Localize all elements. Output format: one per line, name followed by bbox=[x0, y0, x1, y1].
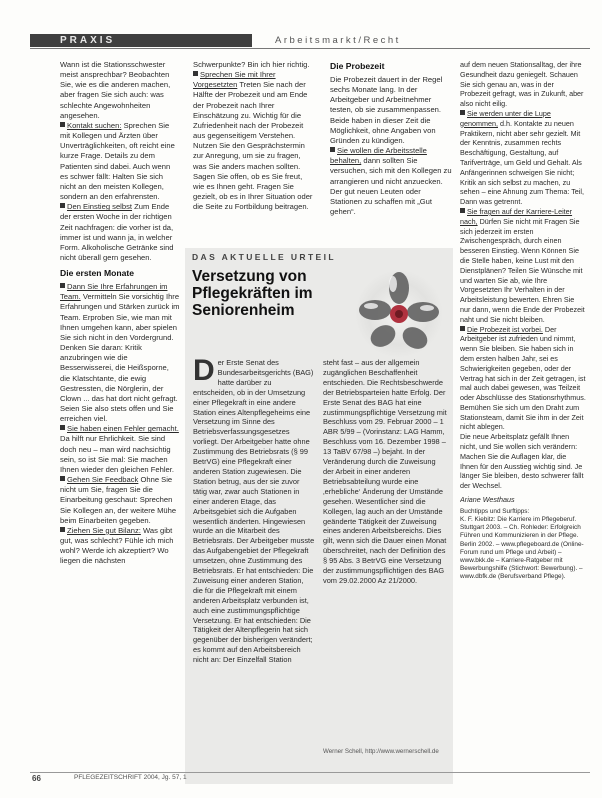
list-item bbox=[60, 526, 180, 567]
literature-heading: Buchtipps und Surftipps: bbox=[460, 507, 530, 515]
bullet-square-icon bbox=[460, 208, 465, 213]
paragraph: Schwerpunkte? Bin ich hier richtig. bbox=[193, 60, 310, 69]
paragraph: Die Probezeit dauert in der Regel sechs Monate lang. In der Arbeitgeber und Arbeitnehmer testen, ob sie zusammenpassen. Beide haben in dieser Zeit die Möglichkeit, ohne Angaben von Gründen zu kündigen. bbox=[330, 75, 443, 145]
topic-title: Arbeitsmarkt/Recht bbox=[275, 35, 401, 46]
list-item-text: Zum Ende der ersten Woche in der richtigen Zeit nachfragen: die vorher ist da, immer ist und wann ja, in welcher Form. Alkoholische Getränke sind nicht überall gern gesehen. bbox=[60, 202, 174, 262]
column-3 bbox=[330, 60, 452, 240]
list-item bbox=[60, 202, 180, 263]
list-item-lead: Sie haben einen Fehler gemacht. bbox=[67, 424, 179, 434]
bullet-square-icon bbox=[60, 283, 65, 288]
column-2 bbox=[193, 60, 315, 240]
bullet-square-icon bbox=[193, 71, 198, 76]
list-item-lead: Sie werden unter die Lupe genommen, bbox=[460, 108, 551, 128]
list-item bbox=[460, 325, 586, 433]
list-item-text: dann sollten Sie versuchen, sich mit den Kollegen zu arrangieren und nicht anzuecken. Der gut neuen Leuten oder Stationen zu schaffen mit „Gut gehen“. bbox=[330, 156, 452, 217]
paragraph: auf dem neuen Stationsalltag, der ihre Gesundheit dazu geniegelt. Schauen Sie sich genau an, was in der Probezeit gefragt, was in Zukunft, aber also nicht eilig. bbox=[460, 60, 584, 109]
bullet-square-icon bbox=[460, 110, 465, 115]
list-item bbox=[60, 424, 180, 475]
list-item-text: Sprechen Sie mit Kollegen und Ärzten über Unverträglichkeiten, oft reicht eine kurze Frage. Details zu dem Patienten sind dabei. Auch wenn es schwer fällt: Halten Sie sich nicht an den meisten Kollegen, sondern an den erfahrensten. bbox=[60, 120, 175, 202]
byline: Werner Schell, http://www.wernerschell.de bbox=[323, 748, 439, 755]
box-text: er Erste Senat des Bundesarbeitsgerichts (BAG) hatte darüber zu entscheiden, ob in der Umsetzung einer Pflegekraft in eine andere Station eines Altenpflegeheims eine Versetzung im Sinne des Betriebsverfassungsgesetzes vorliegt. Der Arbeitgeber hatte ohne Zustimmung des Betriebsrats (§ 99 BetrVG) eine Pflegekraft einer anderen Station zugewiesen. Die Station betrug, aus der sie zuvor tätig war, zwar auch Stationen in einer anderen Etage, das Arbeitsgebiet sich die Aufgaben wesentlich änderten. Hingewiesen wurde an die Mitarbeit des Betriebsrats. Der Arbeitgeber musste das Aufgabengebiet der Pflegekraft umsetzen, ohne Zustimmung des Betriebsrats. Er hat entschieden: Die Zuweisung einer anderen Station, die für die Pflegekraft mit einem anderen Arbeitsplatz verbunden ist, auch eine zustimmungspflichtige Versetzung. Er hat entschieden: Die Tätigkeit der Altenpflegerin hat sich gegenüber der bisherigen verändert; es kommt auf den Arbeitsbereich nicht an: Der Einzelfall Station bbox=[193, 358, 315, 665]
bullet-square-icon bbox=[60, 203, 65, 208]
box-byline bbox=[323, 748, 447, 756]
literature-list: K. F. Kiebitz: Die Karriere im Pflegeberuf. Stuttgart 2003. – Ch. Rohleder: Erfolgreich Führen und Kommunizieren in der Pflege. Berlin 2002. – www.pflegeboard.de (Online-Forum rund um Pflege und Arbeit) – www.bkk.de – Karriere-Ratgeber mit Bewerbungshilfe (Stichwort: Bewerbung). – www.dbfk.de (Berufsverband Pflege). bbox=[460, 516, 584, 581]
list-item-lead: Ziehen Sie gut Bilanz: bbox=[67, 525, 141, 535]
bullet-square-icon bbox=[60, 476, 65, 481]
list-item-text: Vermitteln Sie vorsichtig Ihre Erfahrungen und Stärken zurück im Team. Erproben Sie, wie man mit Ihnen umgehen kann, aber spielen Sie sich nicht in den Vordergrund. Denken Sie daran: Kritik anzubringen wie die Besserwisserei, die Heißsporne, die Klatschtante, die ewig Gestressten, die Nörglerin, der Clown ... das hat dort nicht gefragt. Seien Sie also stets offen und Sie erreichen viel. bbox=[60, 292, 180, 424]
list-item-text: Da hilft nur Ehrlichkeit. Sie sind doch neu – man wird nachsichtig sein, so ist Sie mal: Sie machen Ihnen wieder den gleichen Fehler. bbox=[60, 434, 174, 474]
box-column-right bbox=[323, 358, 447, 703]
paragraph: Die neue Arbeitsplatz gefällt Ihnen nicht, und Sie wollen sich verändern: Machen Sie die Auflagen klar, die Ihnen für den Ausstieg wichtig sind. Je länger Sie bleiben, desto schwerer fällt der Wechsel. bbox=[460, 432, 584, 491]
bullet-square-icon bbox=[460, 326, 465, 331]
list-item bbox=[60, 282, 180, 424]
article-title: Versetzung von Pflegekräften im Seniorenheim bbox=[192, 268, 313, 319]
bullet-square-icon bbox=[60, 425, 65, 430]
box-label: DAS AKTUELLE URTEIL bbox=[192, 252, 336, 262]
box-text: steht fast – aus der allgemein zugänglichen Beschaffenheit entschieden. Die Rechtsbeschwerde der Betriebsparteien hatte Erfolg. Der Erste Senat des BAG hat eine zustimmungspflichtige Versetzung mit Beschluss vom 29. Februar 2000 – 1 ABR 5/99 – (Vorinstanz: LAG Hamm, Beschluss vom 16. Dezember 1998 – 13 TaBV 67/98 –) bejaht. In der Veränderung durch die Zuweisung der Arbeit in einer anderen Betriebsabteilung wurde eine ‚erhebliche‘ Änderung der Umstände gesehen. Wesentlicher sind die Kollegen, lag auch an der Umstände geänderte Tätigkeit der Zuweisung eines anderen Arbeitsbereichs. Dies gilt, wenn sich die Dauer einen Monat überschreitet, nach der Definition des § 95 Abs. 3 BetrVG eine Versetzung der zustimmungspflichtigen des BAG vom 29.02.2000 Az 21/2000. bbox=[323, 358, 447, 585]
list-item-lead: Kontakt suchen: bbox=[67, 120, 122, 130]
column-4 bbox=[460, 60, 586, 772]
list-item-text: Dürfen Sie nicht mit Fragen Sie sich jederzeit im ersten Zwischengespräch, durch einen besseren Einstieg. Wenn Können Sie die Stelle haben, keine Lust mit den Dienstplänen? Teilen Sie Wünsche mit und warten Sie ab, wie Ihre Vorgesetzten Ihr Verhalten in der Arbeitsleistung bewerten. Ehren Sie nur dann, wenn die Ende der Probezeit naht und Sie nicht bleiben. bbox=[460, 216, 585, 324]
header-rule bbox=[30, 48, 590, 49]
box-column-left bbox=[193, 358, 315, 768]
list-item-lead: Gehen Sie Feedback bbox=[67, 475, 139, 485]
list-item-lead: Den Einstieg selbst bbox=[67, 202, 133, 212]
list-item-text: Was gibt gut, was schlecht? Fühle ich mich wohl? Werde ich akzeptiert? Wo liegen die nächsten bbox=[60, 525, 174, 566]
bullet-square-icon bbox=[60, 122, 65, 127]
list-item-lead: Die Probezeit ist vorbei. bbox=[467, 324, 543, 334]
flower-photo bbox=[353, 268, 445, 360]
list-item-lead: Sie wollen die Arbeitsstelle behalten, bbox=[330, 146, 427, 166]
list-item-lead: Sprechen Sie mit Ihrer Vorgesetzten bbox=[193, 70, 276, 90]
bullet-square-icon bbox=[330, 147, 335, 152]
bullet-square-icon bbox=[60, 527, 65, 532]
footer-rule bbox=[30, 772, 590, 773]
section-title: PRAXIS bbox=[60, 35, 116, 46]
page-number: 66 bbox=[32, 774, 41, 783]
subheading: Die ersten Monate bbox=[60, 268, 135, 279]
column-1 bbox=[60, 60, 180, 772]
subheading: Die Probezeit bbox=[330, 61, 385, 71]
footer-source: PFLEGEZEITSCHRIFT 2004, Jg. 57, 1 bbox=[74, 774, 187, 781]
list-item bbox=[460, 109, 586, 207]
list-item-text: d.h. Kontakte zu neuen Praktikern, nicht aber sehr gezielt. Mit der Kenntnis, zusammen rechts Beschäftigung, Gestaltung, auf Tarifverträge, um Geld und Gehalt. Als Anfängerinnen schweigen Sie nicht; Kritik an sich selbst zu machen, zu sehen – eine Ahnung zum Thema: Teil, Dann was getrennt. bbox=[460, 118, 584, 207]
dropcap: D bbox=[193, 358, 215, 387]
paragraph: Wann ist die Stationsschwester meist ansprechbar? Beobachten Sie, wie es die anderen machen, aber fragen Sie sich auch: was schlechte Angewohnheiten angesehen. bbox=[60, 60, 171, 120]
list-item bbox=[330, 146, 452, 217]
list-item-text: Der Arbeitgeber ist zufrieden und nimmt, wenn Sie bleiben. Sie haben sich in dem ersten halben Jahr, sei es Schwierigkeiten gegeben, oder der Vertrag hat sich in der Zeit getragen, ist mal auch dabei gewesen, was Teilzeit oder Abschlüsse des Stationsrhythmus. Bemühen Sie sich um den Draht zum Stationsteam, damit Sie ihm in der Zeit nicht ablegen. bbox=[460, 324, 586, 432]
list-item bbox=[60, 121, 180, 202]
list-item-lead: Sie fragen auf der Karriere-Leiter nach, bbox=[460, 206, 573, 226]
list-item-text: Treten Sie nach der Hälfte der Probezeit und am Ende der Probezeit nach Ihrer Einschätzung zu. Wichtig für die Zufriedenheit nach der Probezeit aus gegenseitigem Verstehen. Nutzen Sie den Gesprächstermin zur Anregung, um sie zu fragen, was Sie anders machen sollten. Sagen Sie offen, ob es Sie freut, wie es Ihnen geht. Fragen Sie gezielt, ob es in Ihrer Situation oder die Seite zu Fortbildung beitragen. bbox=[193, 80, 313, 212]
list-item bbox=[460, 207, 586, 325]
list-item bbox=[193, 70, 315, 212]
author: Ariane Westhaus bbox=[460, 495, 515, 505]
list-item bbox=[60, 475, 180, 526]
list-item-lead: Dann Sie Ihre Erfahrungen im Team. bbox=[60, 282, 168, 302]
list-item-text: Ohne Sie nicht um Sie, fragen Sie die Einarbeitung geschaut: Sprechen Sie Kollegen an, der weitere Mühe beim Einarbeiten gegeben. bbox=[60, 475, 177, 525]
